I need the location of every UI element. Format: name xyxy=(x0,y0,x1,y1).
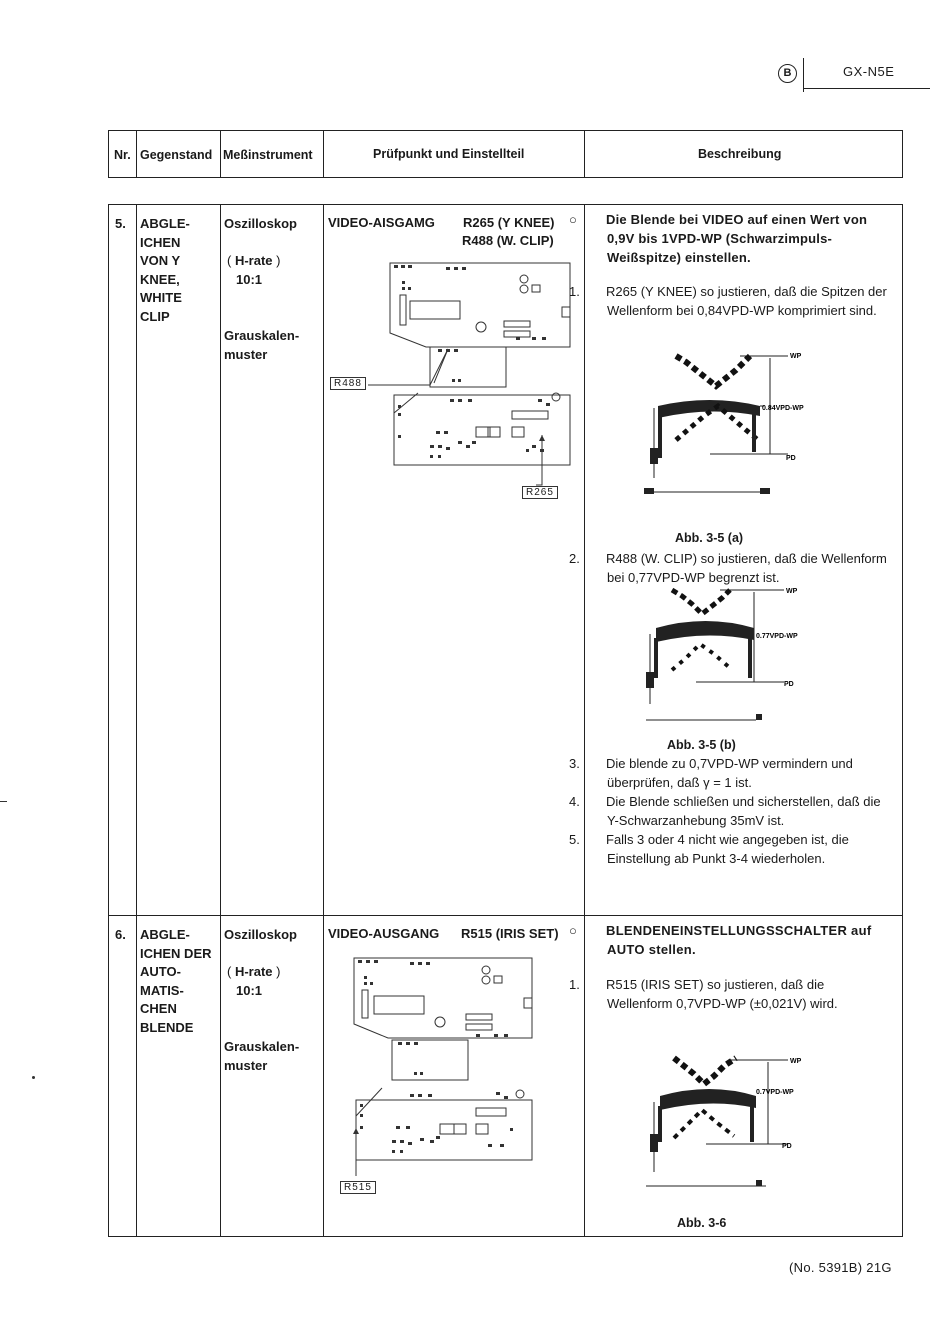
row5-pattern: Grauskalen- muster xyxy=(224,328,300,362)
row6-hrate: ( H-rate ) xyxy=(227,964,281,979)
header-vertical-rule xyxy=(803,58,804,92)
row5-step4: Die Blende schließen und sicherstellen, daß die Y-Schwarzanhebung 35mV ist. xyxy=(606,794,881,828)
header-testpoint: Prüfpunkt und Einstellteil xyxy=(373,147,525,161)
row5-hrate: ( H-rate ) xyxy=(227,253,281,268)
row6-testpoint-title: VIDEO-AUSGANG xyxy=(328,926,440,941)
row5-ratio: 10:1 xyxy=(236,272,263,287)
row6-pattern: Grauskalen- muster xyxy=(224,1039,300,1073)
header-nr: Nr. xyxy=(114,148,131,162)
page-reference: (No. 5391B) 21G xyxy=(789,1260,892,1275)
row6-intro: BLENDENEINSTELLUNGSSCHALTER auf AUTO stellen. xyxy=(606,923,872,957)
row5-nr: 5. xyxy=(115,216,126,231)
row5-adjust-2: R488 (W. CLIP) xyxy=(462,233,554,248)
margin-dot xyxy=(32,1076,35,1079)
row5-step5: Falls 3 oder 4 nicht wie angegeben ist, die Einstellung ab Punkt 3-4 wiederholen. xyxy=(606,832,849,866)
row5-description-step2: 2. R488 (W. CLIP) so justieren, daß die Wellenform bei 0,77VPD-WP begrenzt ist. xyxy=(569,551,887,585)
row6-description: ○ BLENDENEINSTELLUNGSSCHALTER auf AUTO stellen. 1. R515 (IRIS SET) so justieren, daß die Wellenform 0,7VPD-WP (±0,021V) wird. xyxy=(569,923,872,1011)
fig-b-wp: WP xyxy=(786,588,798,595)
region-badge-text: B xyxy=(783,67,792,79)
region-badge xyxy=(778,64,797,83)
r265-label: R265 xyxy=(522,486,558,499)
row5-step3: Die blende zu 0,7VPD-WP vermindern und überprüfen, daß γ = 1 ist. xyxy=(606,756,853,790)
model-number: GX-N5E xyxy=(843,64,895,79)
row6-instrument: Oszilloskop xyxy=(224,927,297,942)
fig-a-level: 0.84VPD-WP xyxy=(762,405,804,412)
row5-testpoint-title: VIDEO-AISGAMG xyxy=(328,215,435,230)
fig-a-pd: PD xyxy=(786,455,796,462)
row5-adjust-1: R265 (Y KNEE) xyxy=(463,215,555,230)
caption-fig-b: Abb. 3-5 (b) xyxy=(667,738,736,752)
row6-pcb-diagram xyxy=(326,950,581,1200)
fig-a-wp: WP xyxy=(790,353,802,360)
fig-c-pd: PD xyxy=(782,1143,792,1150)
row6-adjust-1: R515 (IRIS SET) xyxy=(461,926,559,941)
header-horizontal-rule xyxy=(803,88,930,89)
row6-item: ABGLE- ICHEN DER AUTO- MATIS- CHEN BLENDE xyxy=(140,927,212,1035)
fig-c-level: 0.7VPD-WP xyxy=(756,1089,794,1096)
waveform-figure-b xyxy=(636,584,816,726)
fig-b-pd: PD xyxy=(784,681,794,688)
waveform-figure-3-6 xyxy=(640,1052,820,1194)
r488-label: R488 xyxy=(330,377,366,390)
r515-label: R515 xyxy=(340,1181,376,1194)
row5-step1: R265 (Y KNEE) so justieren, daß die Spitzen der Wellenform bei 0,84VPD-WP komprimiert sind. xyxy=(606,284,887,318)
row6-step1: R515 (IRIS SET) so justieren, daß die Wellenform 0,7VPD-WP (±0,021V) wird. xyxy=(606,977,838,1011)
row5-instrument: Oszilloskop xyxy=(224,216,297,231)
header-instrument: Meßinstrument xyxy=(223,148,313,162)
row5-step2: R488 (W. CLIP) so justieren, daß die Wellenform bei 0,77VPD-WP begrenzt ist. xyxy=(606,551,887,585)
caption-fig-3-6: Abb. 3-6 xyxy=(677,1216,727,1230)
waveform-figure-a xyxy=(640,348,820,500)
caption-fig-a: Abb. 3-5 (a) xyxy=(675,531,744,545)
row6-nr: 6. xyxy=(115,927,126,942)
row6-ratio: 10:1 xyxy=(236,983,263,998)
row5-description: ○ Die Blende bei VIDEO auf einen Wert von 0,9V bis 1VPD-WP (Schwarzimpuls-Weißspitze) einstellen. 1. R265 (Y KNEE) so justieren, daß die Spitzen der Wellenform bei 0,84VPD-WP komprimiert sind. xyxy=(569,212,887,318)
fig-b-level: 0.77VPD-WP xyxy=(756,633,798,640)
row5-item: ABGLE- ICHEN VON Y KNEE, WHITE CLIP xyxy=(140,216,190,324)
margin-mark xyxy=(0,801,7,802)
fig-c-wp: WP xyxy=(790,1058,802,1065)
row5-intro: Die Blende bei VIDEO auf einen Wert von 0,9V bis 1VPD-WP (Schwarzimpuls-Weißspitze) einstellen. xyxy=(606,212,868,265)
header-item: Gegenstand xyxy=(140,148,213,162)
row5-description-steps345: 3. Die blende zu 0,7VPD-WP vermindern und überprüfen, daß γ = 1 ist. 4. Die Blende schließen und sicherstellen, daß die Y-Schwarzanhebung 35mV ist. 5. Falls 3 oder 4 nicht wie angegeben ist, die Einstellung ab Punkt 3-4 wiederholen. xyxy=(569,756,881,866)
header-description: Beschreibung xyxy=(698,147,782,161)
